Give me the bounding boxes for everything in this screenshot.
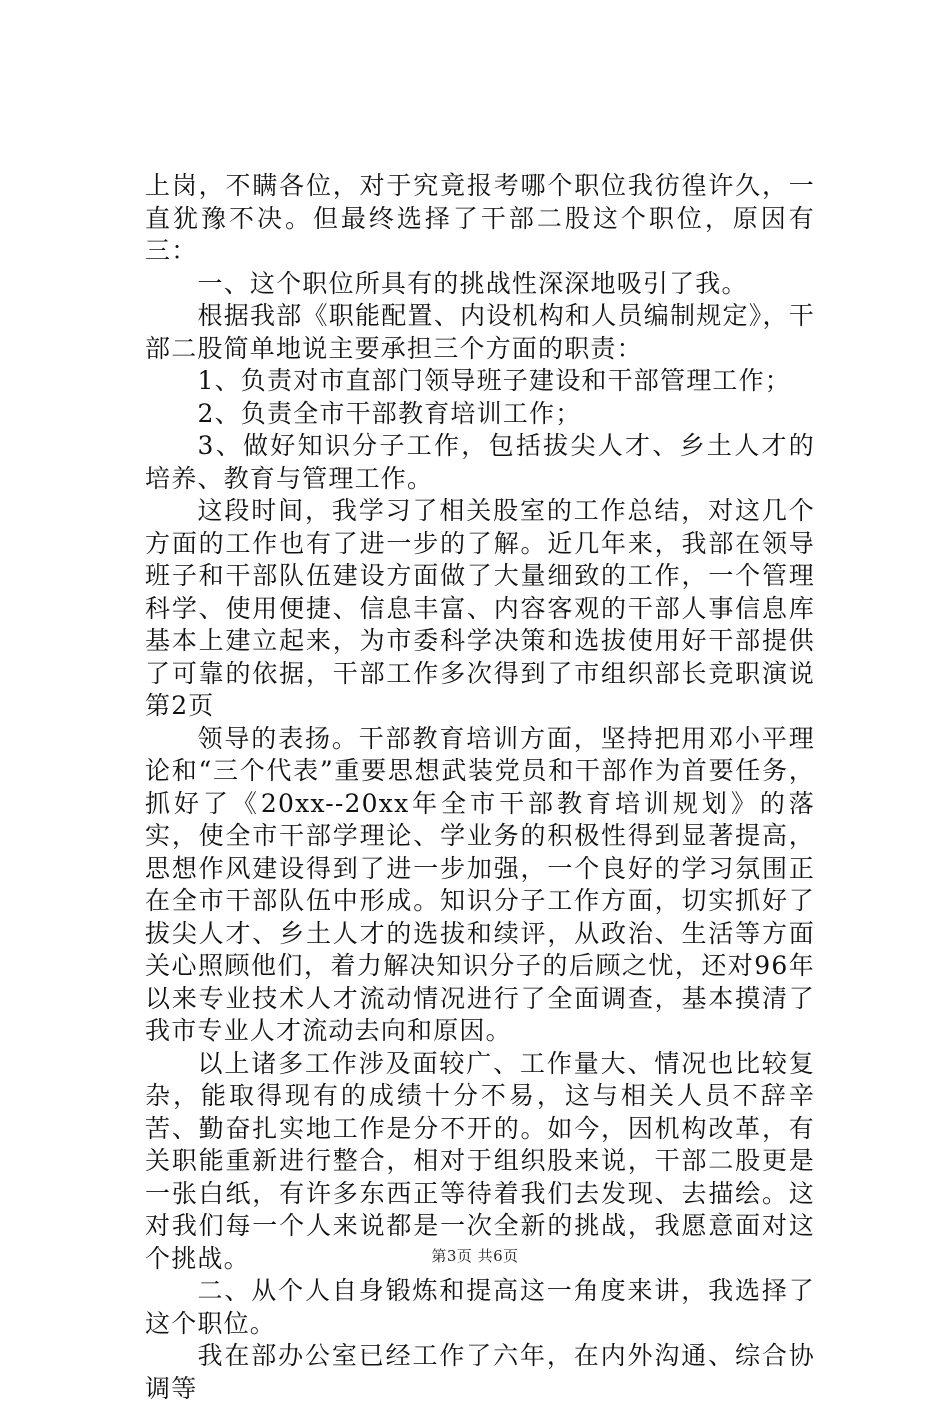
paragraph-duty-1: 1、负责对市直部门领导班子建设和干部管理工作； [197, 366, 792, 395]
paragraph-reason-two-heading: 二、从个人自身锻炼和提高这一角度来讲，我选择了这个职位。 [145, 1276, 815, 1338]
paragraph-duties-intro: 根据我部《职能配置、内设机构和人员编制规定》，干部二股简单地说主要承担三个方面的职责： [145, 301, 815, 363]
page-number-footer: 第3页 共6页 [431, 1247, 519, 1265]
paragraph-reason-one-heading: 一、这个职位所具有的挑战性深深地吸引了我。 [197, 268, 748, 298]
paragraph-duty-2: 2、负责全市干部教育培训工作； [197, 398, 582, 428]
paragraph-intro: 上岗，不瞒各位，对于究竟报考哪个职位我彷徨许久，一直犹豫不决。但最终选择了干部二股这个职位，原因有三： [145, 171, 815, 265]
paragraph-work-summary: 这段时间，我学习了相关股室的工作总结，对这几个方面的工作也有了进一步的了解。近几年来，我部在领导班子和干部队伍建设方面做了大量细致的工作，一个管理科学、使用便捷、信息丰富、内容客观的干部人事信息库基本上建立起来，为市委科学决策和选拔使用好干部提供了可靠的依据，干部工作多次得到了市组织部长竞职演说第2页 [145, 496, 815, 720]
paragraph-office-experience: 我在部办公室已经工作了六年，在内外沟通、综合协调等 [145, 1341, 815, 1403]
paragraph-training-work: 领导的表扬。干部教育培训方面，坚持把用邓小平理论和“三个代表”重要思想武装党员和干部作为首要任务，抓好了《20xx--20xx年全市干部教育培训规划》的落实，使全市干部学理论、学业务的积极性得到显著提高，思想作风建设得到了进一步加强，一个良好的学习氛围正在全市干部队伍中形成。知识分子工作方面，切实抓好了拔尖人才、乡土人才的选拔和续评，从政治、生活等方面关心照顾他们，着力解决知识分子的后顾之忧，还对96年以来专业技术人才流动情况进行了全面调查，基本摸清了我市专业人才流动去向和原因。 [145, 723, 815, 1045]
document-body [145, 170, 815, 1405]
paragraph-challenge: 以上诸多工作涉及面较广、工作量大、情况也比较复杂，能取得现有的成绩十分不易，这与相关人员不辞辛苦、勤奋扎实地工作是分不开的。如今，因机构改革，有关职能重新进行整合，相对于组织股来说，干部二股更是一张白纸，有许多东西正等待着我们去发现、去描绘。这对我们每一个人来说都是一次全新的挑战，我愿意面对这个挑战。 [145, 1048, 815, 1273]
paragraph-duty-3: 3、做好知识分子工作，包括拔尖人才、乡土人才的培养、教育与管理工作。 [145, 431, 815, 493]
